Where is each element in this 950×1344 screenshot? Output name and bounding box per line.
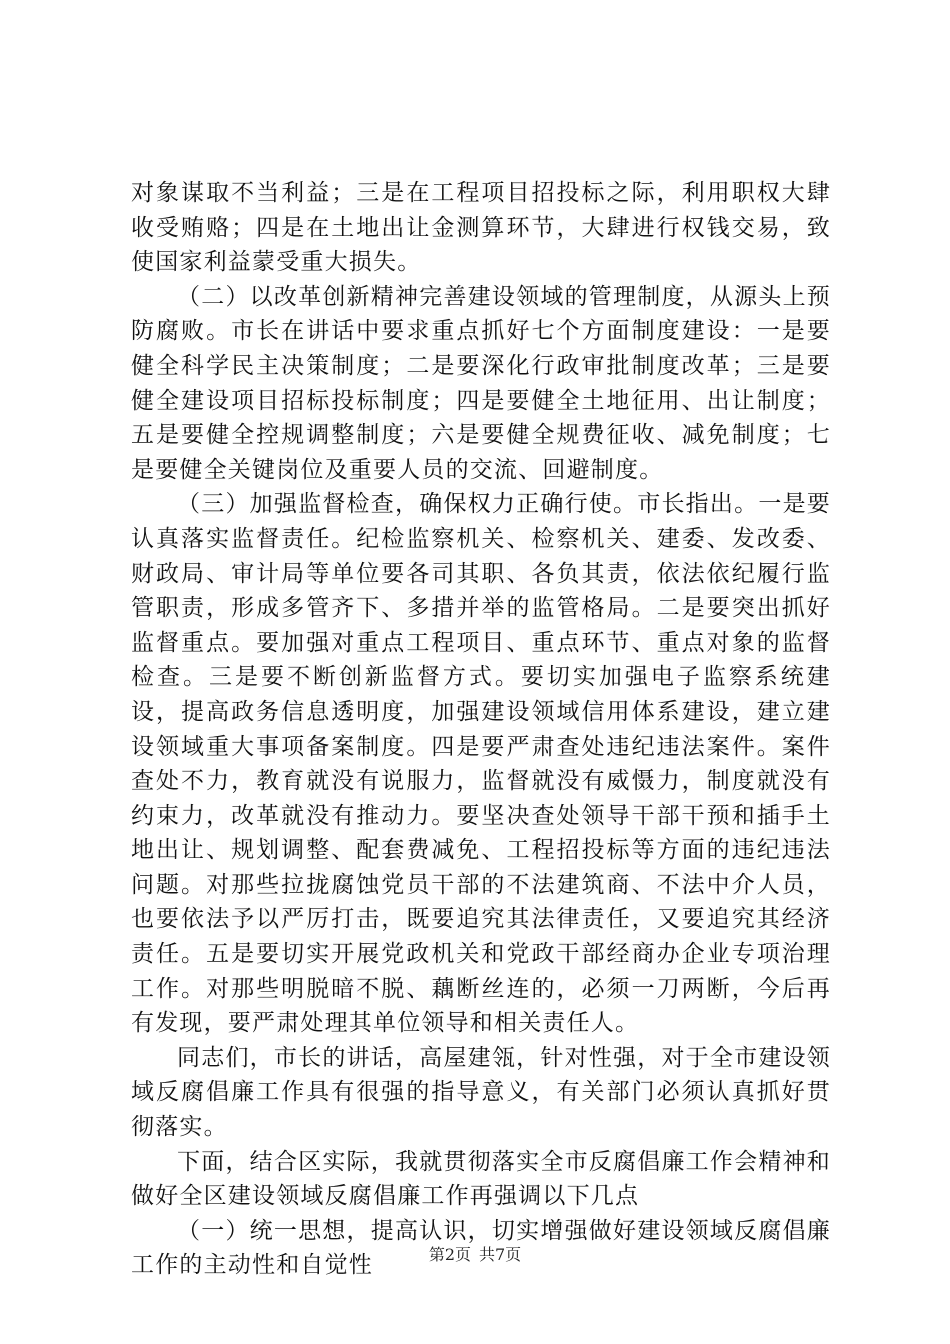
paragraph-comrades: 同志们，市长的讲话，高屋建瓴，针对性强，对于全市建设领域反腐倡廉工作具有很强的指导意义，有关部门必须认真抓好贯彻落实。 bbox=[131, 1044, 831, 1141]
paragraph-section-three: （三）加强监督检查，确保权力正确行使。市长指出。一是要认真落实监督责任。纪检监察机关、检察机关、建委、发改委、财政局、审计局等单位要各司其职、各负其责，依法依纪履行监管职责，形成多管齐下、多措并举的监管格局。二是要突出抓好监督重点。要加强对重点工程项目、重点环节、重点对象的监督检查。三是要不断创新监督方式。要切实加强电子监察系统建设，提高政务信息透明度，加强建设领域信用体系建设，建立建设领域重大事项备案制度。四是要严肃查处违纪违法案件。案件查处不力，教育就没有说服力，监督就没有威慑力，制度就没有约束力，改革就没有推动力。要坚决查处领导干部干预和插手土地出让、规划调整、配套费减免、工程招投标等方面的违纪违法问题。对那些拉拢腐蚀党员干部的不法建筑商、不法中介人员，也要依法予以严厉打击，既要追究其法律责任，又要追究其经济责任。五是要切实开展党政机关和党政干部经商办企业专项治理工作。对那些明脱暗不脱、藕断丝连的，必须一刀两断，今后再有发现，要严肃处理其单位领导和相关责任人。 bbox=[131, 491, 831, 1037]
paragraph-point-one: （一）统一思想，提高认识，切实增强做好建设领域反腐倡廉工作的主动性和自觉性 bbox=[131, 1217, 831, 1279]
paragraph-section-two: （二）以改革创新精神完善建设领域的管理制度，从源头上预防腐败。市长在讲话中要求重点抓好七个方面制度建设：一是要健全科学民主决策制度；二是要深化行政审批制度改革；三是要健全建设项目招标投标制度；四是要健全土地征用、出让制度；五是要健全控规调整制度；六是要健全规费征收、减免制度；七是要健全关键岗位及重要人员的交流、回避制度。 bbox=[131, 283, 831, 483]
paragraph-below: 下面，结合区实际，我就贯彻落实全市反腐倡廉工作会精神和做好全区建设领域反腐倡廉工作再强调以下几点 bbox=[131, 1148, 831, 1210]
page-number: 第2页 bbox=[428, 1245, 471, 1264]
paragraph-continuation: 对象谋取不当利益；三是在工程项目招投标之际，利用职权大肆收受贿赂；四是在土地出让金测算环节，大肆进行权钱交易，致使国家利益蒙受重大损失。 bbox=[131, 180, 831, 276]
page-total: 共7页 bbox=[479, 1245, 522, 1264]
page-footer bbox=[0, 1244, 950, 1266]
document-body bbox=[131, 176, 831, 1283]
